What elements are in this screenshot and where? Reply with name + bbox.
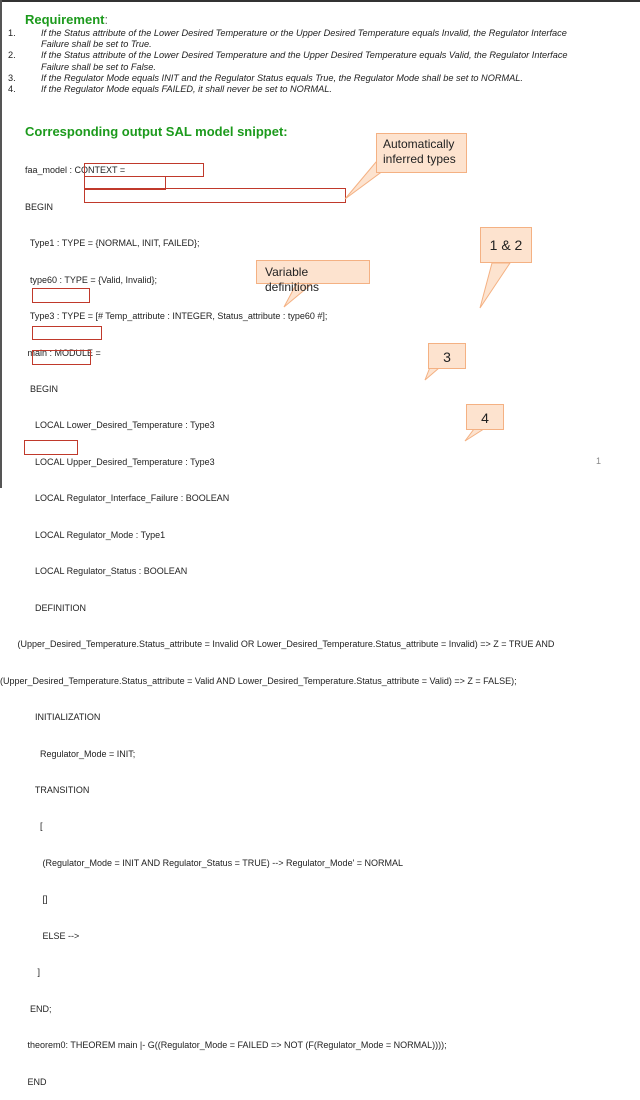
code-line: theorem0: THEOREM main |- G((Regulator_Mode = FAILED => NOT (F(Regulator_Mode = NORMAL)))); (25, 1040, 447, 1051)
code-line: ELSE --> (25, 930, 80, 941)
callout-requirement-1-2: 1 & 2 (480, 227, 532, 263)
requirement-item-2: 2. If the Status attribute of the Lower Desired Temperature and the Upper Desired Temperature equals Valid, the Regulator Interface Failure shall be set to False. (8, 50, 568, 72)
code-line: [] (25, 894, 48, 905)
code-line: DEFINITION (25, 602, 87, 613)
code-line: ] (25, 967, 41, 978)
code-line: main : MODULE = (25, 347, 101, 358)
code-line: type60 : TYPE = {Valid, Invalid}; (25, 274, 157, 285)
code-line: TRANSITION (25, 785, 90, 796)
code-line: END; (25, 1003, 52, 1014)
code-line: (Upper_Desired_Temperature.Status_attribute = Valid AND Lower_Desired_Temperature.Status_attribute = Valid) => Z = FALSE); (0, 675, 517, 686)
code-line: Type1 : TYPE = {NORMAL, INIT, FAILED}; (25, 238, 200, 249)
code-line: LOCAL Regulator_Interface_Failure : BOOLEAN (25, 493, 230, 504)
code-line: BEGIN (25, 384, 59, 395)
code-line: [ (25, 821, 43, 832)
code-line: Regulator_Mode = INIT; (25, 748, 136, 759)
page-number: 1 (596, 456, 602, 466)
callout-requirement-4: 4 (466, 404, 504, 430)
code-line: INITIALIZATION (25, 712, 101, 723)
code-line: Type3 : TYPE = [# Temp_attribute : INTEGER, Status_attribute : type60 #]; (25, 311, 328, 322)
code-line: LOCAL Regulator_Status : BOOLEAN (25, 566, 188, 577)
code-line: LOCAL Lower_Desired_Temperature : Type3 (25, 420, 215, 431)
requirement-item-3: 3. If the Regulator Mode equals INIT and the Regulator Status equals True, the Regulator Mode shall be set to NORMAL. (8, 72, 523, 83)
code-line: BEGIN (25, 201, 54, 212)
code-line: (Regulator_Mode = INIT AND Regulator_Status = TRUE) --> Regulator_Mode' = NORMAL (25, 857, 404, 868)
callout-tail-types (0, 0, 640, 488)
callout-inferred-types: Automatically inferred types (376, 133, 467, 173)
sal-heading: Corresponding output SAL model snippet: (25, 124, 288, 139)
callout-variable-definitions: Variable definitions (256, 260, 370, 284)
code-line: LOCAL Upper_Desired_Temperature : Type3 (25, 456, 215, 467)
code-line: (Upper_Desired_Temperature.Status_attribute = Invalid OR Lower_Desired_Temperature.Status_attribute = Invalid) => Z = TRUE AND (0, 639, 555, 650)
code-line: LOCAL Regulator_Mode : Type1 (25, 529, 166, 540)
requirement-heading: Requirement: (25, 12, 109, 27)
callout-requirement-3: 3 (428, 343, 466, 369)
code-line: END (25, 1076, 47, 1087)
code-line: faa_model : CONTEXT = (25, 165, 126, 176)
requirement-item-1: 1. If the Status attribute of the Lower Desired Temperature or the Upper Desired Temperature equals Invalid, the Regulator Interface Failure shall be set to True. (8, 28, 567, 50)
requirement-item-4: 4. If the Regulator Mode equals FAILED, it shall never be set to NORMAL. (8, 84, 332, 95)
